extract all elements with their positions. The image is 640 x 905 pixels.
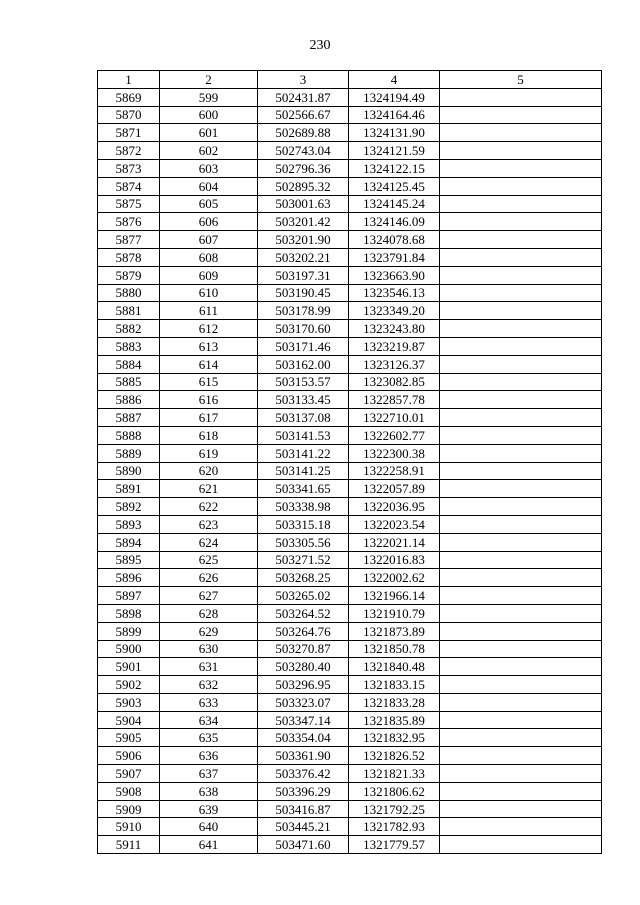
- table-row: [98, 836, 602, 854]
- table-cell: 632: [160, 676, 258, 694]
- table-body: [98, 88, 602, 853]
- table-cell: 503178.99: [258, 302, 349, 320]
- header-row: [98, 71, 602, 89]
- table-cell: 5879: [98, 266, 160, 284]
- table-cell: 5907: [98, 765, 160, 783]
- table-cell: 1321779.57: [349, 836, 440, 854]
- table-cell: [440, 195, 602, 213]
- table-cell: [440, 213, 602, 231]
- table-cell: 1323546.13: [349, 284, 440, 302]
- table-row: [98, 284, 602, 302]
- header-cell: 3: [258, 71, 349, 89]
- page-number: 230: [309, 38, 331, 53]
- table-cell: 630: [160, 640, 258, 658]
- table-cell: 1323082.85: [349, 373, 440, 391]
- table-cell: [440, 391, 602, 409]
- table-cell: [440, 693, 602, 711]
- table-cell: 5880: [98, 284, 160, 302]
- table-row: [98, 391, 602, 409]
- table-cell: 1324122.15: [349, 159, 440, 177]
- table-cell: 503162.00: [258, 355, 349, 373]
- table-cell: [440, 426, 602, 444]
- table-row: [98, 658, 602, 676]
- table-cell: 1322023.54: [349, 515, 440, 533]
- table-cell: [440, 337, 602, 355]
- table-cell: 1322602.77: [349, 426, 440, 444]
- table-cell: 1322002.62: [349, 569, 440, 587]
- table-cell: 503338.98: [258, 498, 349, 516]
- table-cell: [440, 409, 602, 427]
- table-cell: [440, 569, 602, 587]
- table-cell: 5891: [98, 480, 160, 498]
- table-cell: 604: [160, 177, 258, 195]
- table-cell: 502566.67: [258, 106, 349, 124]
- table-cell: 605: [160, 195, 258, 213]
- table-cell: [440, 711, 602, 729]
- table-cell: 1321833.28: [349, 693, 440, 711]
- table-row: [98, 818, 602, 836]
- table-row: [98, 480, 602, 498]
- table-cell: 1321821.33: [349, 765, 440, 783]
- table-cell: 503471.60: [258, 836, 349, 854]
- table-row: [98, 711, 602, 729]
- table-row: [98, 106, 602, 124]
- table-cell: 5903: [98, 693, 160, 711]
- table-row: [98, 409, 602, 427]
- table-cell: 635: [160, 729, 258, 747]
- table-cell: 503265.02: [258, 587, 349, 605]
- table-cell: 503137.08: [258, 409, 349, 427]
- header-cell: 2: [160, 71, 258, 89]
- table-cell: 503001.63: [258, 195, 349, 213]
- table-cell: 503280.40: [258, 658, 349, 676]
- table-cell: 624: [160, 533, 258, 551]
- table-cell: 1322300.38: [349, 444, 440, 462]
- table-cell: 1321850.78: [349, 640, 440, 658]
- table-cell: 5883: [98, 337, 160, 355]
- table-cell: 503201.90: [258, 231, 349, 249]
- coordinates-table: [97, 70, 602, 854]
- table-cell: 606: [160, 213, 258, 231]
- table-cell: 621: [160, 480, 258, 498]
- table-cell: [440, 266, 602, 284]
- table-cell: 1321873.89: [349, 622, 440, 640]
- table-row: [98, 551, 602, 569]
- table-row: [98, 195, 602, 213]
- table-cell: [440, 159, 602, 177]
- table-cell: 5908: [98, 782, 160, 800]
- table-cell: 5875: [98, 195, 160, 213]
- table-row: [98, 765, 602, 783]
- table-cell: 640: [160, 818, 258, 836]
- table-row: [98, 266, 602, 284]
- table-cell: 503190.45: [258, 284, 349, 302]
- table-row: [98, 569, 602, 587]
- table-cell: 503354.04: [258, 729, 349, 747]
- table-cell: 1321806.62: [349, 782, 440, 800]
- table-row: [98, 320, 602, 338]
- table-cell: 5876: [98, 213, 160, 231]
- table-cell: 615: [160, 373, 258, 391]
- table-cell: [440, 373, 602, 391]
- table-cell: 5897: [98, 587, 160, 605]
- table-cell: 5888: [98, 426, 160, 444]
- table-row: [98, 498, 602, 516]
- table-cell: [440, 284, 602, 302]
- table-cell: [440, 587, 602, 605]
- table-cell: 503153.57: [258, 373, 349, 391]
- table-cell: 1324146.09: [349, 213, 440, 231]
- table-cell: 1324078.68: [349, 231, 440, 249]
- table-cell: 503323.07: [258, 693, 349, 711]
- table-cell: 503396.29: [258, 782, 349, 800]
- table-cell: 5893: [98, 515, 160, 533]
- table-cell: [440, 231, 602, 249]
- table-cell: 5886: [98, 391, 160, 409]
- table-row: [98, 355, 602, 373]
- table-cell: 1321826.52: [349, 747, 440, 765]
- table-row: [98, 373, 602, 391]
- table-cell: [440, 658, 602, 676]
- table-cell: 1321833.15: [349, 676, 440, 694]
- table-cell: 619: [160, 444, 258, 462]
- table-cell: 503141.25: [258, 462, 349, 480]
- table-cell: 503347.14: [258, 711, 349, 729]
- table-cell: 1323663.90: [349, 266, 440, 284]
- table-cell: 5871: [98, 124, 160, 142]
- table-cell: 1323349.20: [349, 302, 440, 320]
- table-row: [98, 124, 602, 142]
- table-cell: [440, 302, 602, 320]
- table-cell: 1324194.49: [349, 88, 440, 106]
- table-row: [98, 177, 602, 195]
- table-cell: 608: [160, 248, 258, 266]
- table-cell: 611: [160, 302, 258, 320]
- table-cell: 503268.25: [258, 569, 349, 587]
- table-row: [98, 248, 602, 266]
- table-cell: [440, 142, 602, 160]
- table-cell: 641: [160, 836, 258, 854]
- table-cell: 612: [160, 320, 258, 338]
- table-row: [98, 622, 602, 640]
- table-cell: [440, 248, 602, 266]
- table-cell: 1324131.90: [349, 124, 440, 142]
- table-cell: 5872: [98, 142, 160, 160]
- table-cell: [440, 622, 602, 640]
- table-cell: [440, 320, 602, 338]
- header-cell: 1: [98, 71, 160, 89]
- table-cell: [440, 551, 602, 569]
- table-cell: [440, 836, 602, 854]
- table-cell: [440, 747, 602, 765]
- table-cell: 503201.42: [258, 213, 349, 231]
- table-cell: [440, 480, 602, 498]
- table-cell: 613: [160, 337, 258, 355]
- table-cell: [440, 88, 602, 106]
- table-cell: 600: [160, 106, 258, 124]
- table-cell: 1321840.48: [349, 658, 440, 676]
- table-row: [98, 640, 602, 658]
- table-cell: 1323219.87: [349, 337, 440, 355]
- table-cell: 620: [160, 462, 258, 480]
- table-cell: 5870: [98, 106, 160, 124]
- table-cell: 5902: [98, 676, 160, 694]
- table-cell: 1324164.46: [349, 106, 440, 124]
- table-cell: 1322258.91: [349, 462, 440, 480]
- table-cell: 628: [160, 604, 258, 622]
- table-cell: 1323126.37: [349, 355, 440, 373]
- table-row: [98, 142, 602, 160]
- table-row: [98, 587, 602, 605]
- table-row: [98, 604, 602, 622]
- table-cell: 5909: [98, 800, 160, 818]
- table-row: [98, 444, 602, 462]
- table-cell: 503445.21: [258, 818, 349, 836]
- table-cell: 5899: [98, 622, 160, 640]
- table-cell: 5895: [98, 551, 160, 569]
- table-cell: 5889: [98, 444, 160, 462]
- table-cell: 5885: [98, 373, 160, 391]
- table-cell: 637: [160, 765, 258, 783]
- table-cell: 5900: [98, 640, 160, 658]
- table-cell: 610: [160, 284, 258, 302]
- table-cell: 5905: [98, 729, 160, 747]
- table-cell: 503141.22: [258, 444, 349, 462]
- table-cell: 503264.52: [258, 604, 349, 622]
- table-cell: 5887: [98, 409, 160, 427]
- table-cell: 5910: [98, 818, 160, 836]
- table-cell: 616: [160, 391, 258, 409]
- table-cell: 634: [160, 711, 258, 729]
- table-cell: 636: [160, 747, 258, 765]
- table-cell: 502689.88: [258, 124, 349, 142]
- table-cell: [440, 533, 602, 551]
- table-row: [98, 213, 602, 231]
- table-cell: 503376.42: [258, 765, 349, 783]
- table-cell: 1321832.95: [349, 729, 440, 747]
- table-cell: 599: [160, 88, 258, 106]
- table-row: [98, 515, 602, 533]
- table-cell: 5884: [98, 355, 160, 373]
- table-row: [98, 693, 602, 711]
- table-cell: 503264.76: [258, 622, 349, 640]
- table-cell: 5877: [98, 231, 160, 249]
- table-cell: 503305.56: [258, 533, 349, 551]
- table-cell: 1322857.78: [349, 391, 440, 409]
- table-cell: 503296.95: [258, 676, 349, 694]
- table-cell: 607: [160, 231, 258, 249]
- table-cell: 5874: [98, 177, 160, 195]
- table-cell: [440, 729, 602, 747]
- table-cell: 631: [160, 658, 258, 676]
- table-cell: 5892: [98, 498, 160, 516]
- table-cell: 503197.31: [258, 266, 349, 284]
- table-row: [98, 426, 602, 444]
- table-cell: 1323791.84: [349, 248, 440, 266]
- table-cell: 5904: [98, 711, 160, 729]
- table-cell: [440, 604, 602, 622]
- table-cell: 5894: [98, 533, 160, 551]
- table-cell: 639: [160, 800, 258, 818]
- table-cell: 5906: [98, 747, 160, 765]
- table-cell: [440, 515, 602, 533]
- table-cell: 633: [160, 693, 258, 711]
- table-cell: 5896: [98, 569, 160, 587]
- table-cell: 1324125.45: [349, 177, 440, 195]
- table-cell: 503202.21: [258, 248, 349, 266]
- table-cell: [440, 765, 602, 783]
- table-cell: 503171.46: [258, 337, 349, 355]
- table-cell: 503271.52: [258, 551, 349, 569]
- table-row: [98, 159, 602, 177]
- table-cell: [440, 355, 602, 373]
- table-cell: 622: [160, 498, 258, 516]
- table-cell: [440, 676, 602, 694]
- table-row: [98, 747, 602, 765]
- table-cell: 623: [160, 515, 258, 533]
- table-row: [98, 800, 602, 818]
- table-cell: [440, 498, 602, 516]
- table-cell: 502743.04: [258, 142, 349, 160]
- table-cell: 503315.18: [258, 515, 349, 533]
- table-cell: 1322710.01: [349, 409, 440, 427]
- table-cell: [440, 800, 602, 818]
- table-row: [98, 676, 602, 694]
- table-cell: [440, 124, 602, 142]
- table-row: [98, 337, 602, 355]
- table-cell: 1323243.80: [349, 320, 440, 338]
- table-cell: 503270.87: [258, 640, 349, 658]
- table-cell: 617: [160, 409, 258, 427]
- table-cell: 503341.65: [258, 480, 349, 498]
- table-cell: [440, 444, 602, 462]
- table-cell: [440, 640, 602, 658]
- table-cell: 503133.45: [258, 391, 349, 409]
- table-row: [98, 231, 602, 249]
- table-cell: [440, 462, 602, 480]
- table-cell: 5890: [98, 462, 160, 480]
- table-cell: 1322021.14: [349, 533, 440, 551]
- table-cell: 5882: [98, 320, 160, 338]
- table-cell: 502895.32: [258, 177, 349, 195]
- table-cell: 503416.87: [258, 800, 349, 818]
- table-cell: 5901: [98, 658, 160, 676]
- header-cell: 4: [349, 71, 440, 89]
- table-cell: 5881: [98, 302, 160, 320]
- table-cell: 614: [160, 355, 258, 373]
- table-cell: 1321782.93: [349, 818, 440, 836]
- table-cell: 603: [160, 159, 258, 177]
- table-cell: 1321910.79: [349, 604, 440, 622]
- table-row: [98, 729, 602, 747]
- table-row: [98, 462, 602, 480]
- table-cell: 1321792.25: [349, 800, 440, 818]
- table-cell: [440, 177, 602, 195]
- table-cell: 618: [160, 426, 258, 444]
- table-cell: 5878: [98, 248, 160, 266]
- table-cell: 503170.60: [258, 320, 349, 338]
- table-cell: 5898: [98, 604, 160, 622]
- table-cell: 1322036.95: [349, 498, 440, 516]
- table-row: [98, 88, 602, 106]
- table-cell: 5911: [98, 836, 160, 854]
- table-cell: 1322016.83: [349, 551, 440, 569]
- table-row: [98, 533, 602, 551]
- table-cell: [440, 106, 602, 124]
- table-cell: 638: [160, 782, 258, 800]
- table-cell: 503141.53: [258, 426, 349, 444]
- table-cell: 602: [160, 142, 258, 160]
- table-cell: 601: [160, 124, 258, 142]
- table-cell: 629: [160, 622, 258, 640]
- table-cell: 502796.36: [258, 159, 349, 177]
- table-row: [98, 302, 602, 320]
- table-cell: 1324145.24: [349, 195, 440, 213]
- table-cell: 502431.87: [258, 88, 349, 106]
- table-cell: [440, 818, 602, 836]
- table-cell: 1324121.59: [349, 142, 440, 160]
- table-cell: 627: [160, 587, 258, 605]
- table-cell: 1322057.89: [349, 480, 440, 498]
- table-cell: 5873: [98, 159, 160, 177]
- table-cell: 5869: [98, 88, 160, 106]
- table-cell: 1321966.14: [349, 587, 440, 605]
- table-cell: 609: [160, 266, 258, 284]
- header-cell: 5: [440, 71, 602, 89]
- table-cell: 1321835.89: [349, 711, 440, 729]
- table-cell: 626: [160, 569, 258, 587]
- table-cell: 625: [160, 551, 258, 569]
- table-cell: 503361.90: [258, 747, 349, 765]
- table-row: [98, 782, 602, 800]
- table-cell: [440, 782, 602, 800]
